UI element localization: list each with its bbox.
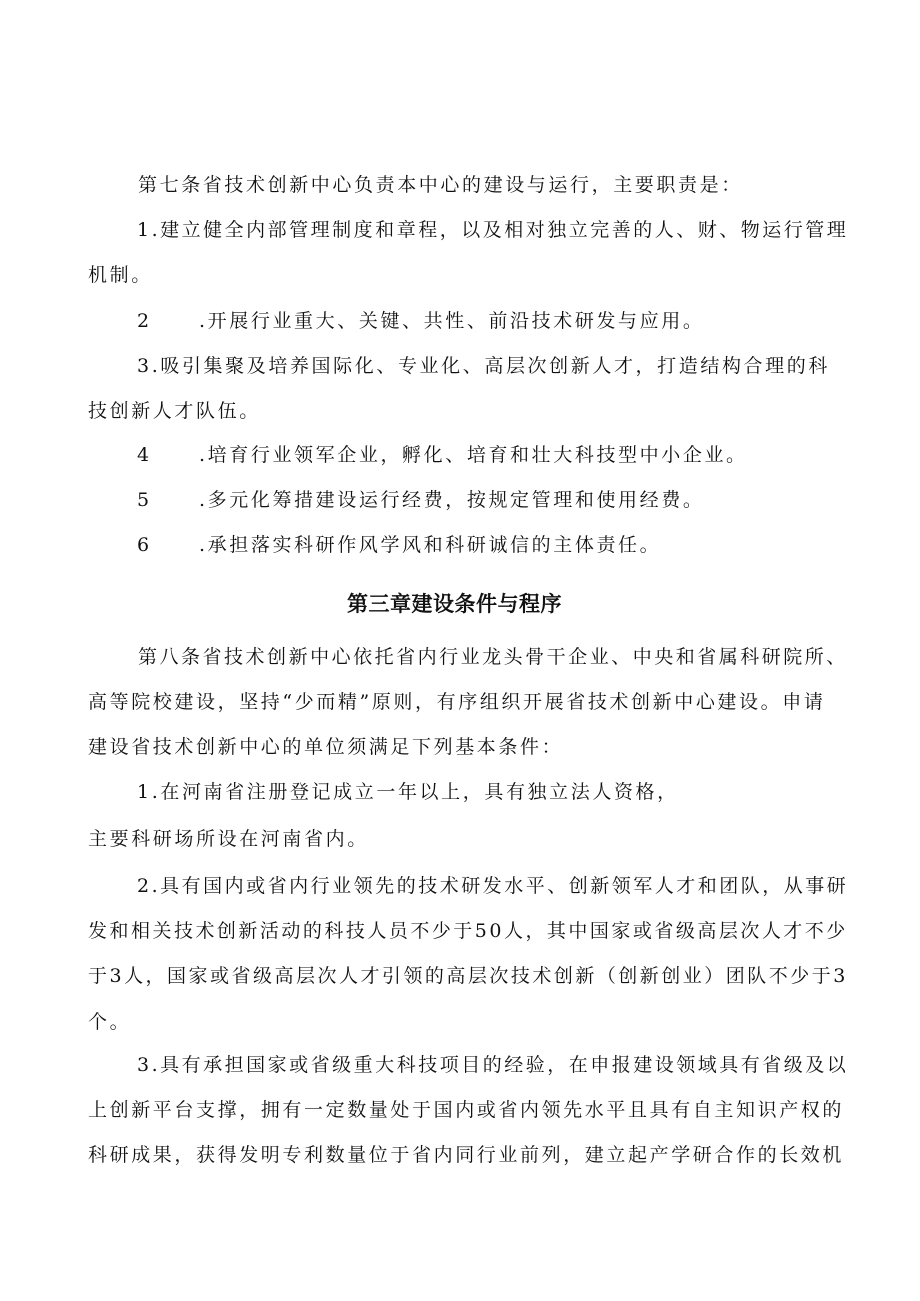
condition-3 [137,1053,848,1077]
item-text: .具有国内或省内行业领先的技术研发水平、创新领军人才和团队，从事研 [151,875,849,897]
condition-2-line-4: 个。 [88,1011,132,1033]
condition-3-line-2: 上创新平台支撑，拥有一定数量处于国内或省内领先水平且具有自主知识产权的 [88,1099,845,1121]
item-text: .在河南省注册登记成立一年以上，具有独立法人资格， [151,781,679,803]
item-number: 3 [137,1054,152,1076]
article-7-item-2 [137,309,704,333]
condition-2 [137,874,848,898]
item-text: .培育行业领军企业，孵化、培育和壮大科技型中小企业。 [199,444,748,466]
item-number: 5 [137,489,152,511]
chapter-3-title: 第三章建设条件与程序 [347,592,562,616]
article-7-item-6 [137,533,661,557]
condition-1 [137,780,679,804]
item-text: .建立健全内部管理制度和章程，以及相对独立完善的人、财、物运行管理 [151,219,849,241]
article-7-item-4 [137,443,748,467]
item-number: 2 [137,310,152,332]
article-7-item-3-continued: 技创新人才队伍。 [88,400,261,422]
article-8-line-1: 第八条省技术创新中心依托省内行业龙头骨干企业、中央和省属科研院所、 [138,646,848,668]
item-number: 1 [137,219,152,241]
item-number: 6 [137,534,152,556]
item-number: 4 [137,444,152,466]
article-7-item-1-continued: 机制。 [88,264,153,286]
item-text: .多元化筹措建设运行经费，按规定管理和使用经费。 [199,489,705,511]
condition-3-line-3: 科研成果，获得发明专利数量位于省内同行业前列，建立起产学研合作的长效机 [88,1144,845,1166]
item-number: 2 [137,875,152,897]
condition-2-line-2: 发和相关技术创新活动的科技人员不少于50人，其中国家或省级高层次人才不少 [88,920,848,942]
article-7-intro: 第七条省技术创新中心负责本中心的建设与运行，主要职责是： [138,174,743,196]
article-7-item-5 [137,488,704,512]
item-text: .具有承担国家或省级重大科技项目的经验，在申报建设领域具有省级及以 [151,1054,849,1076]
item-text: .吸引集聚及培养国际化、专业化、高层次创新人才，打造结构合理的科 [151,355,830,377]
article-8-line-2: 高等院校建设，坚持“少而精”原则，有序组织开展省技术创新中心建设。申请 [88,691,826,713]
item-number: 1 [137,781,152,803]
condition-2-line-3: 于3人，国家或省级高层次人才引领的高层次技术创新（创新创业）团队不少于3 [88,965,848,987]
item-number: 3 [137,355,152,377]
item-text: .开展行业重大、关键、共性、前沿技术研发与应用。 [199,310,705,332]
article-8-line-3: 建设省技术创新中心的单位须满足下列基本条件： [88,736,564,758]
article-7-item-1 [137,218,848,242]
condition-1-continued: 主要科研场所设在河南省内。 [88,828,369,850]
article-7-item-3 [137,354,830,378]
item-text: .承担落实科研作风学风和科研诚信的主体责任。 [199,534,662,556]
